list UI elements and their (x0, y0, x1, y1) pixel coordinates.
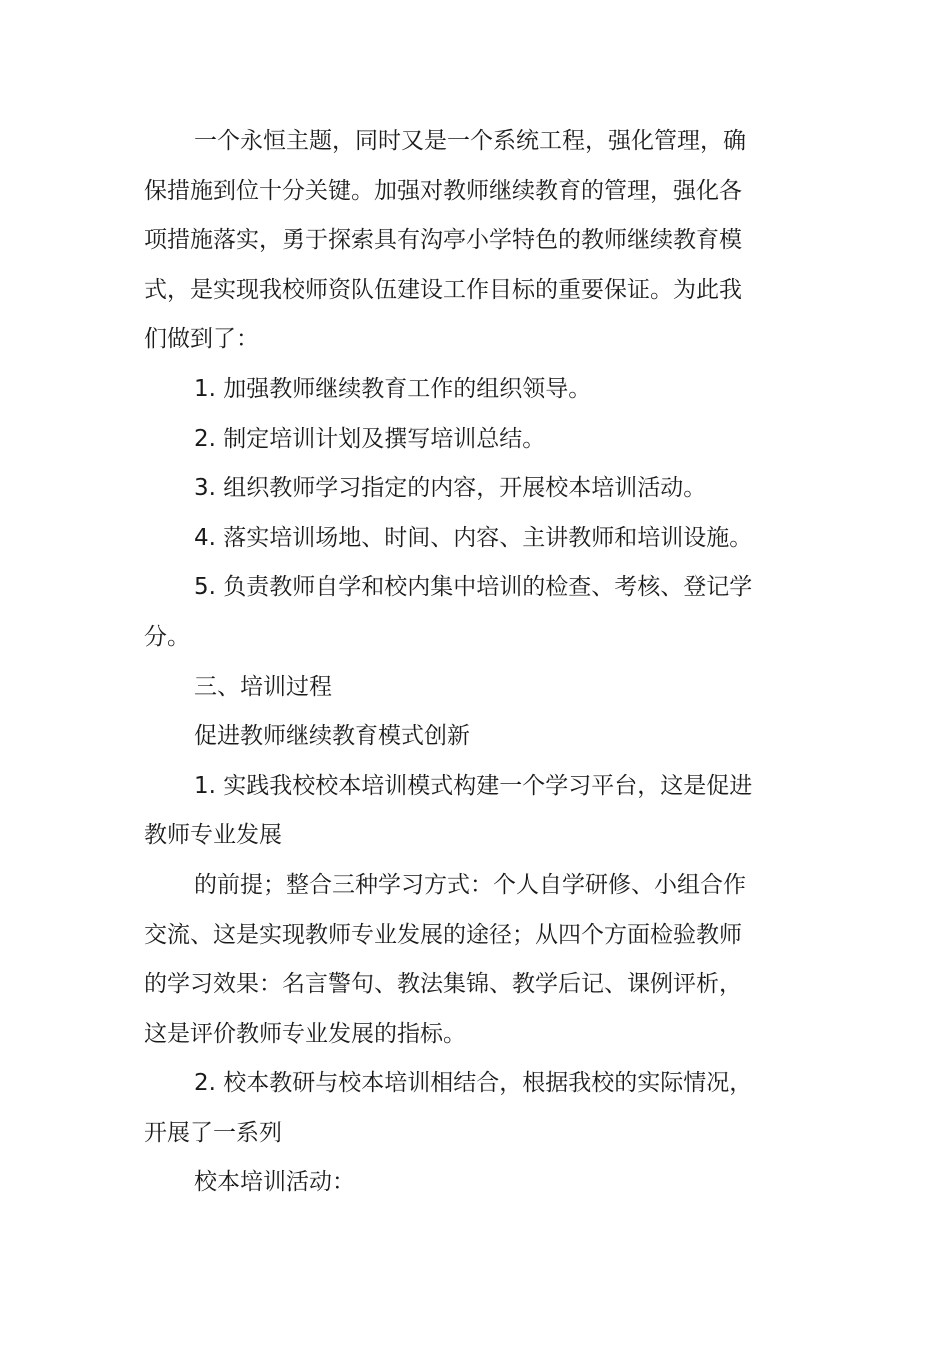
text-line: 一个永恒主题，同时又是一个系统工程，强化管理，确 (194, 128, 746, 154)
document-body (144, 117, 754, 1208)
subsection-heading: 促进教师继续教育模式创新 (194, 723, 470, 750)
text-line: 分。 (144, 623, 190, 650)
text-line: 交流、这是实现教师专业发展的途径；从四个方面检验教师 (144, 921, 742, 948)
list-item: 5. 负责教师自学和校内集中培训的检查、考核、登记学 (194, 574, 753, 601)
text-line: 项措施落实，勇于探索具有沟亭小学特色的教师继续教育模 (144, 227, 742, 254)
text-line: 的学习效果：名言警句、教法集锦、教学后记、课例评析， (144, 971, 742, 998)
text-line: 开展了一系列 (144, 1119, 282, 1146)
list-item: 2. 校本教研与校本培训相结合，根据我校的实际情况， (194, 1070, 753, 1097)
list-item: 4. 落实培训场地、时间、内容、主讲教师和培训设施。 (194, 524, 753, 551)
list-item: 2. 制定培训计划及撰写培训总结。 (194, 425, 546, 452)
section-heading: 三、培训过程 (194, 673, 332, 700)
text-line: 们做到了： (144, 326, 259, 353)
text-line: 的前提；整合三种学习方式：个人自学研修、小组合作 (194, 871, 746, 898)
list-item: 3. 组织教师学习指定的内容，开展校本培训活动。 (194, 475, 707, 502)
text-line: 校本培训活动： (194, 1169, 355, 1196)
list-item: 1. 加强教师继续教育工作的组织领导。 (194, 375, 592, 402)
text-line: 这是评价教师专业发展的指标。 (144, 1020, 466, 1047)
list-item: 1. 实践我校校本培训模式构建一个学习平台，这是促进 (194, 772, 753, 799)
text-line: 教师专业发展 (144, 822, 282, 849)
text-line: 保措施到位十分关键。加强对教师继续教育的管理，强化各 (144, 177, 742, 204)
text-line: 式，是实现我校师资队伍建设工作目标的重要保证。为此我 (144, 276, 742, 303)
